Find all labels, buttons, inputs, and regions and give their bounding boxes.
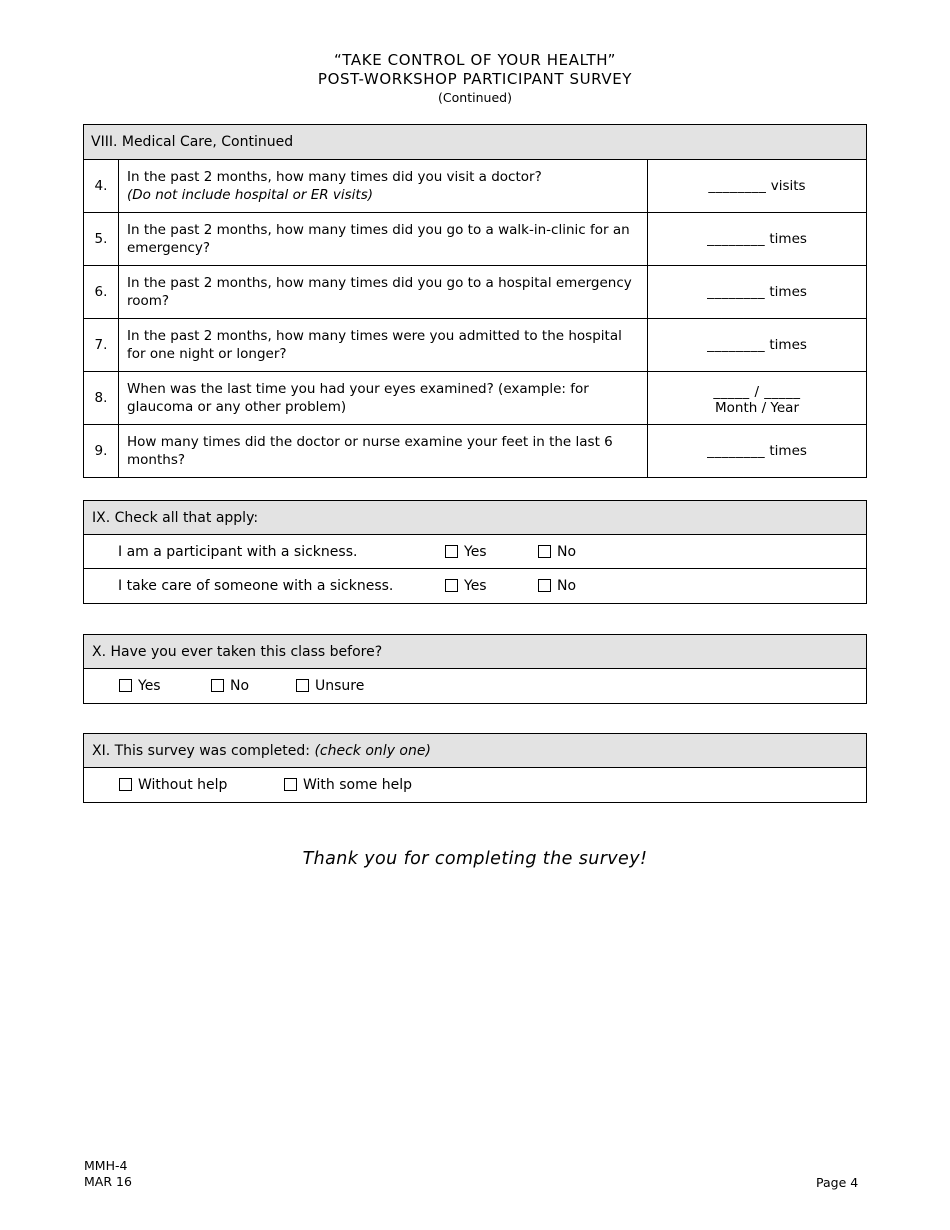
option-label: Yes (464, 578, 487, 594)
option-row (84, 768, 866, 802)
form-date: MAR 16 (84, 1174, 132, 1189)
option-label: Unsure (315, 678, 365, 694)
survey-title: “TAKE CONTROL OF YOUR HEALTH” (333, 51, 617, 69)
question-number: 9. (84, 425, 119, 478)
question-line: When was the last time you had your eyes examined? (example: for (127, 381, 589, 397)
row-label: I take care of someone with a sickness. (118, 578, 394, 594)
checkbox[interactable] (211, 679, 224, 692)
question-text (119, 425, 648, 478)
answer-field[interactable] (648, 425, 867, 478)
yes-option[interactable] (119, 669, 161, 703)
question-line-2: months? (127, 452, 186, 468)
section-11-box (83, 733, 867, 803)
yes-option[interactable] (445, 569, 487, 603)
section-11-heading (84, 734, 866, 768)
question-number: 4. (84, 160, 119, 213)
question-text (119, 213, 648, 266)
no-option[interactable] (538, 535, 576, 569)
question-number: 7. (84, 319, 119, 372)
checkbox[interactable] (296, 679, 309, 692)
yes-option[interactable] (445, 535, 487, 569)
question-line-2: for one night or longer? (127, 346, 287, 362)
answer-unit: times (769, 337, 807, 353)
question-line-2: glaucoma or any other problem) (127, 399, 347, 415)
question-line-2: room? (127, 293, 170, 309)
page-header (0, 51, 950, 106)
answer-field[interactable] (648, 266, 867, 319)
section-9-heading: IX. Check all that apply: (84, 501, 866, 535)
answer-field[interactable] (648, 319, 867, 372)
heading-text: XI. This survey was completed: (92, 743, 315, 759)
question-text (119, 266, 648, 319)
answer-unit: times (769, 231, 807, 247)
date-blank[interactable]: _____ / _____ (713, 384, 801, 400)
section-8-heading: VIII. Medical Care, Continued (84, 125, 867, 160)
answer-blank[interactable]: ________ (707, 231, 766, 247)
answer-blank[interactable]: ________ (707, 337, 766, 353)
option-label: Yes (138, 678, 161, 694)
page-number: Page 4 (816, 1175, 859, 1190)
section-9-box (83, 500, 867, 604)
answer-field[interactable] (648, 213, 867, 266)
continued-note: (Continued) (438, 90, 512, 105)
answer-field[interactable] (648, 160, 867, 213)
question-line: In the past 2 months, how many times did you go to a walk-in-clinic for an (127, 222, 630, 238)
answer-blank[interactable]: ________ (707, 443, 766, 459)
answer-unit: visits (770, 178, 806, 194)
answer-field[interactable] (648, 372, 867, 425)
question-line-2: emergency? (127, 240, 211, 256)
survey-subtitle: POST-WORKSHOP PARTICIPANT SURVEY (317, 70, 633, 88)
question-row (84, 213, 867, 266)
form-id: MMH-4 (84, 1158, 128, 1173)
question-number: 6. (84, 266, 119, 319)
question-text (119, 319, 648, 372)
with-some-help-option[interactable] (284, 768, 412, 802)
answer-unit: times (769, 284, 807, 300)
checkbox[interactable] (119, 679, 132, 692)
question-row (84, 266, 867, 319)
section-10-heading: X. Have you ever taken this class before? (84, 635, 866, 669)
section-10-box (83, 634, 867, 704)
question-row (84, 319, 867, 372)
question-line: In the past 2 months, how many times did you visit a doctor? (127, 169, 542, 185)
checkbox[interactable] (538, 545, 551, 558)
option-label: Yes (464, 544, 487, 560)
option-label: No (557, 578, 577, 594)
unsure-option[interactable] (296, 669, 364, 703)
thank-you-message: Thank you for completing the survey! (302, 849, 648, 869)
medical-care-table (83, 124, 867, 478)
question-line: In the past 2 months, how many times were you admitted to the hospital (127, 328, 622, 344)
question-number: 5. (84, 213, 119, 266)
question-number: 8. (84, 372, 119, 425)
option-label: No (557, 544, 577, 560)
checkbox[interactable] (284, 778, 297, 791)
check-row (84, 535, 866, 569)
checkbox[interactable] (445, 545, 458, 558)
option-row (84, 669, 866, 703)
question-row (84, 160, 867, 213)
question-line: How many times did the doctor or nurse examine your feet in the last 6 (127, 434, 613, 450)
question-note: (Do not include hospital or ER visits) (127, 187, 374, 203)
answer-blank[interactable]: ________ (708, 178, 767, 194)
option-label: Without help (138, 777, 228, 793)
checkbox[interactable] (538, 579, 551, 592)
no-option[interactable] (211, 669, 249, 703)
checkbox[interactable] (445, 579, 458, 592)
date-format-label: Month / Year (714, 400, 800, 416)
option-label: With some help (303, 777, 413, 793)
question-line: In the past 2 months, how many times did you go to a hospital emergency (127, 275, 632, 291)
answer-unit: times (769, 443, 807, 459)
option-label: No (230, 678, 250, 694)
checkbox[interactable] (119, 778, 132, 791)
answer-blank[interactable]: ________ (707, 284, 766, 300)
check-row (84, 569, 866, 603)
no-option[interactable] (538, 569, 576, 603)
question-text (119, 160, 648, 213)
footer-form-info (84, 1158, 132, 1190)
row-label: I am a participant with a sickness. (118, 544, 358, 560)
heading-note: (check only one) (314, 743, 431, 759)
without-help-option[interactable] (119, 768, 227, 802)
question-row (84, 425, 867, 478)
question-text (119, 372, 648, 425)
question-row (84, 372, 867, 425)
